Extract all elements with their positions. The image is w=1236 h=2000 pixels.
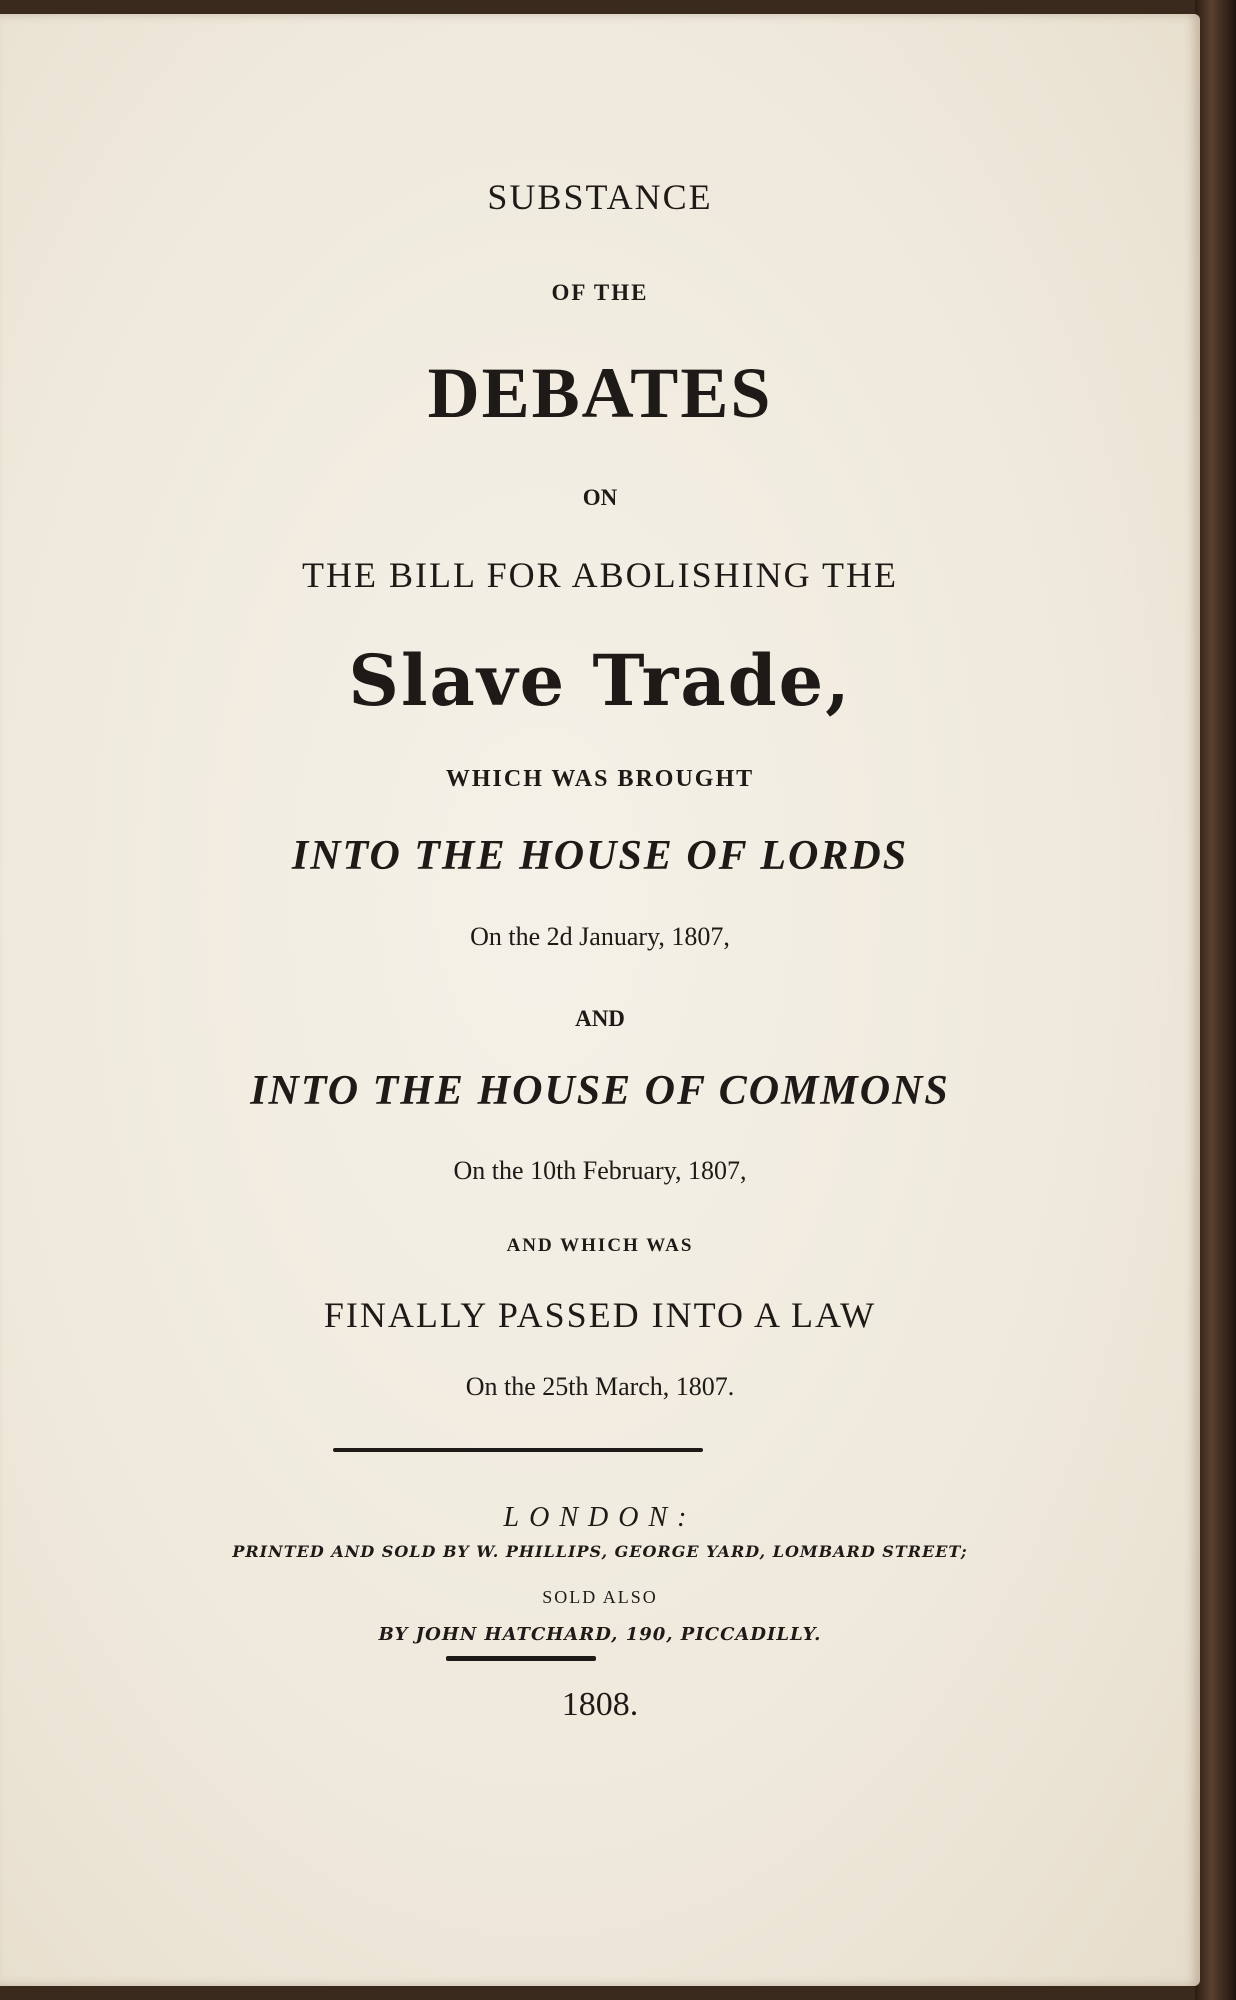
title-house-of-commons: INTO THE HOUSE OF COMMONS [250, 1068, 950, 1114]
title-of-the: OF THE [551, 280, 649, 305]
title-bill: THE BILL FOR ABOLISHING THE [302, 555, 898, 595]
ornamental-rule [333, 1448, 703, 1452]
title-page [0, 14, 1200, 1986]
imprint-seller: BY JOHN HATCHARD, 190, PICCADILLY. [378, 1624, 822, 1645]
title-finally-passed: FINALLY PASSED INTO A LAW [323, 1295, 877, 1335]
short-rule [446, 1656, 596, 1661]
date-lords: On the 2d January, 1807, [470, 922, 730, 951]
title-house-of-lords: INTO THE HOUSE OF LORDS [291, 833, 909, 879]
title-which-was-brought: WHICH WAS BROUGHT [445, 766, 755, 792]
date-law: On the 25th March, 1807. [465, 1372, 735, 1401]
title-debates: DEBATES [427, 353, 773, 433]
imprint-printer: PRINTED AND SOLD BY W. PHILLIPS, GEORGE YARD, LOMBARD STREET; [232, 1542, 968, 1561]
title-and-which-was: AND WHICH WAS [506, 1235, 694, 1256]
title-substance: SUBSTANCE [487, 177, 713, 217]
date-commons: On the 10th February, 1807, [453, 1156, 747, 1185]
imprint-sold-also: SOLD ALSO [542, 1587, 658, 1607]
imprint-city: LONDON: [503, 1502, 697, 1533]
book-binding [1195, 0, 1236, 2000]
title-and: AND [575, 1006, 625, 1031]
title-slave-trade: Slave Trade, [348, 639, 852, 722]
title-on: ON [582, 485, 618, 510]
imprint-year: 1808. [561, 1686, 639, 1723]
